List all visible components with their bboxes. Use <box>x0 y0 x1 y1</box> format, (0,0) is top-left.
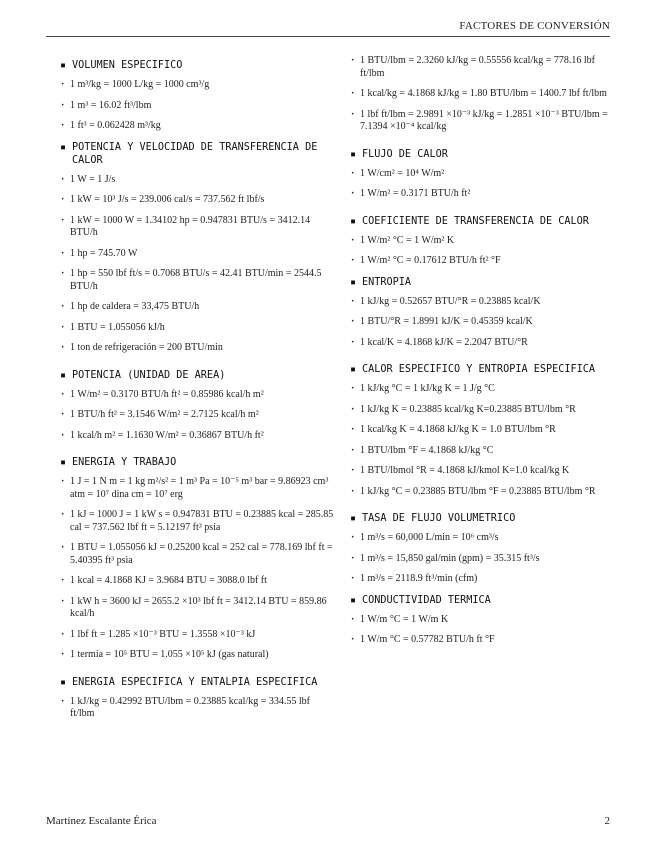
conversion-item: · 1 BTU/lbm = 2.3260 kJ/kg = 0.55556 kcal/kg = 778.16 lbf ft/lbm <box>350 55 615 80</box>
conversion-item: · 1 W/m² = 0.3171 BTU/h ft² <box>350 188 615 201</box>
conversion-item: · 1 ft³ = 0.062428 m³/kg <box>60 120 336 133</box>
conversion-item: · 1 W/m °C = 1 W/m K <box>350 614 615 627</box>
section-heading: ▪ POTENCIA (UNIDAD DE AREA) <box>60 369 336 382</box>
conversion-item: · 1 kJ/kg = 0.42992 BTU/lbm = 0.23885 kcal/kg = 334.55 lbf ft/lbm <box>60 696 336 721</box>
section-heading: ▪ ENERGIA Y TRABAJO <box>60 456 336 469</box>
section <box>60 676 336 721</box>
conversion-item: · 1 BTU/lbm °F = 4.1868 kJ/kg °C <box>350 445 615 458</box>
conversion-item: · 1 kJ/kg °C = 1 kJ/kg K = 1 J/g °C <box>350 383 615 396</box>
conversion-item: · 1 lbf ft/lbm = 2.9891 ×10⁻³ kJ/kg = 1.2851 ×10⁻³ BTU/lbm = 7.1394 ×10⁻⁴ kcal/kg <box>350 109 615 134</box>
conversion-item: · 1 W/m² °C = 1 W/m² K <box>350 235 615 248</box>
conversion-item: · 1 kcal/K = 4.1868 kJ/K = 2.2047 BTU/°R <box>350 337 615 350</box>
conversion-item: · 1 m³/s = 60,000 L/min = 10⁶ cm³/s <box>350 532 615 545</box>
left-column <box>60 55 336 729</box>
conversion-item: · 1 termia = 10⁵ BTU = 1.055 ×10⁵ kJ (gas natural) <box>60 649 336 662</box>
section-heading: ▪ POTENCIA Y VELOCIDAD DE TRANSFERENCIA DE CALOR <box>60 141 336 167</box>
section <box>350 276 615 350</box>
section <box>60 59 336 133</box>
conversion-item: · 1 BTU/h ft² = 3.1546 W/m² = 2.7125 kcal/h m² <box>60 409 336 422</box>
section-continued <box>350 55 615 134</box>
conversion-item: · 1 kcal/kg K = 4.1868 kJ/kg K = 1.0 BTU/lbm °R <box>350 424 615 437</box>
conversion-item: · 1 m³/s = 15,850 gal/min (gpm) = 35.315 ft³/s <box>350 553 615 566</box>
conversion-item: · 1 lbf ft = 1.285 ×10⁻³ BTU = 1.3558 ×10⁻³ kJ <box>60 629 336 642</box>
conversion-item: · 1 kcal/h m² = 1.1630 W/m² = 0.36867 BTU/h ft² <box>60 430 336 443</box>
conversion-item: · 1 kcal = 4.1868 KJ = 3.9684 BTU = 3088.0 lbf ft <box>60 575 336 588</box>
conversion-item: · 1 W = 1 J/s <box>60 174 336 187</box>
conversion-item: · 1 kW = 1000 W = 1.34102 hp = 0.947831 BTU/s = 3412.14 BTU/h <box>60 215 336 240</box>
section <box>350 363 615 498</box>
conversion-item: · 1 W/m² = 0.3170 BTU/h ft² = 0.85986 kcal/h m² <box>60 389 336 402</box>
section <box>350 148 615 201</box>
conversion-item: · 1 kJ/kg °C = 0.23885 BTU/lbm °F = 0.23885 BTU/lbm °R <box>350 486 615 499</box>
section-heading: ▪ ENTROPIA <box>350 276 615 289</box>
section-heading: ▪ COEFICIENTE DE TRANSFERENCIA DE CALOR <box>350 215 615 228</box>
section <box>60 369 336 443</box>
section-heading: ▪ FLUJO DE CALOR <box>350 148 615 161</box>
conversion-item: · 1 m³ = 16.02 ft³/lbm <box>60 100 336 113</box>
section <box>60 456 336 662</box>
conversion-item: · 1 kJ/kg = 0.52657 BTU/°R = 0.23885 kcal/K <box>350 296 615 309</box>
right-column <box>350 55 615 655</box>
conversion-item: · 1 kcal/kg = 4.1868 kJ/kg = 1.80 BTU/lbm = 1400.7 lbf ft/lbm <box>350 88 615 101</box>
conversion-item: · 1 hp = 550 lbf ft/s = 0.7068 BTU/s = 42.41 BTU/min = 2544.5 BTU/h <box>60 268 336 293</box>
section-heading: ▪ VOLUMEN ESPECIFICO <box>60 59 336 72</box>
section-heading: ▪ ENERGIA ESPECIFICA Y ENTALPIA ESPECIFICA <box>60 676 336 689</box>
section <box>350 594 615 647</box>
conversion-item: · 1 kJ = 1000 J = 1 kW s = 0.947831 BTU = 0.23885 kcal = 285.85 cal = 737.562 lbf ft = 5.12197 ft³ psia <box>60 509 336 534</box>
footer-author: Martínez Escalante Érica <box>46 815 157 827</box>
conversion-item: · 1 ton de refrigeración = 200 BTU/min <box>60 342 336 355</box>
conversion-item: · 1 BTU/lbmol °R = 4.1868 kJ/kmol K=1.0 kcal/kg K <box>350 465 615 478</box>
section <box>60 141 336 355</box>
conversion-item: · 1 J = 1 N m = 1 kg m²/s² = 1 m³ Pa = 10⁻⁵ m³ bar = 9.86923 cm³ atm = 10⁷ dina cm = 10⁷ erg <box>60 476 336 501</box>
section <box>350 512 615 586</box>
section <box>350 215 615 268</box>
conversion-item: · 1 W/m² °C = 0.17612 BTU/h ft² °F <box>350 255 615 268</box>
section-heading: ▪ CALOR ESPECIFICO Y ENTROPIA ESPECIFICA <box>350 363 615 376</box>
conversion-item: · 1 BTU/°R = 1.8991 kJ/K = 0.45359 kcal/K <box>350 316 615 329</box>
header-title: FACTORES DE CONVERSIÓN <box>459 20 610 32</box>
conversion-item: · 1 hp de caldera = 33,475 BTU/h <box>60 301 336 314</box>
conversion-item: · 1 hp = 745.70 W <box>60 248 336 261</box>
conversion-item: · 1 W/cm² = 10⁴ W/m² <box>350 168 615 181</box>
section-heading: ▪ CONDUCTIVIDAD TERMICA <box>350 594 615 607</box>
page-number: 2 <box>604 815 610 827</box>
conversion-item: · 1 m³/s = 2118.9 ft³/min (cfm) <box>350 573 615 586</box>
conversion-item: · 1 kJ/kg K = 0.23885 kcal/kg K=0.23885 BTU/lbm °R <box>350 404 615 417</box>
conversion-item: · 1 m³/kg = 1000 L/kg = 1000 cm³/g <box>60 79 336 92</box>
page-header <box>46 20 610 37</box>
page-footer <box>46 815 610 827</box>
conversion-item: · 1 W/m °C = 0.57782 BTU/h ft °F <box>350 634 615 647</box>
conversion-item: · 1 kW h = 3600 kJ = 2655.2 ×10³ lbf ft = 3412.14 BTU = 859.86 kcal/h <box>60 596 336 621</box>
conversion-item: · 1 BTU = 1.055056 kJ = 0.25200 kcal = 252 cal = 778.169 lbf ft = 5.40395 ft³ psia <box>60 542 336 567</box>
section-heading: ▪ TASA DE FLUJO VOLUMETRICO <box>350 512 615 525</box>
conversion-item: · 1 kW = 10³ J/s = 239.006 cal/s = 737.562 ft lbf/s <box>60 194 336 207</box>
conversion-item: · 1 BTU = 1.055056 kJ/h <box>60 322 336 335</box>
